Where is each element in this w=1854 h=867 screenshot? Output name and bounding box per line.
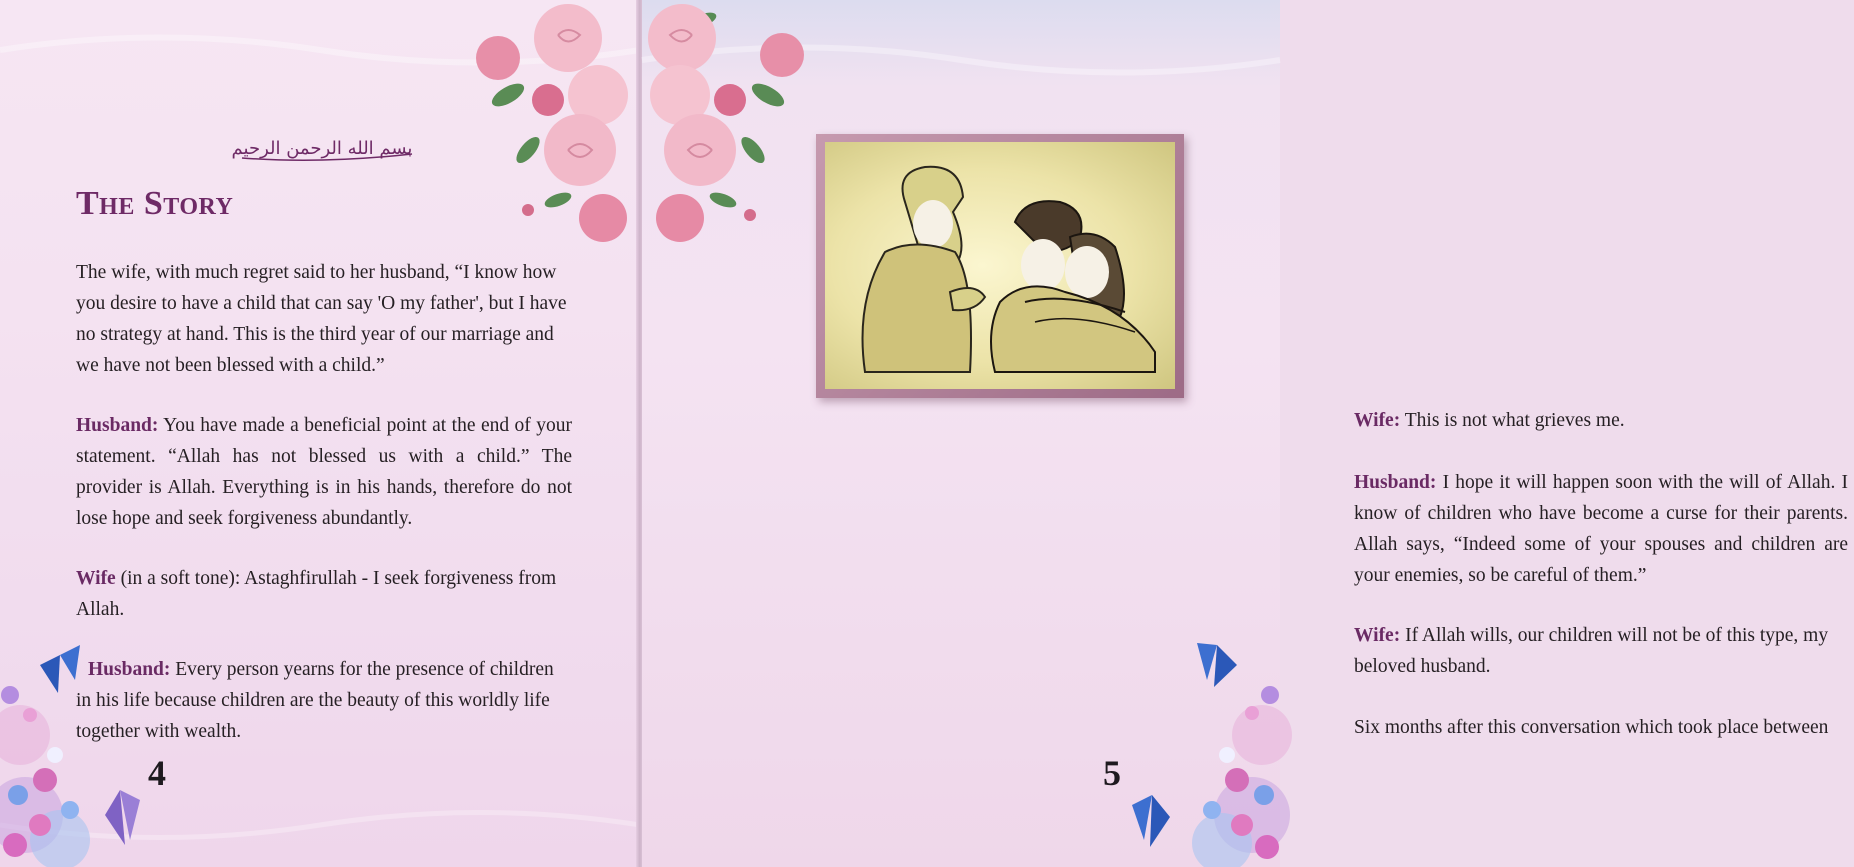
paragraph-narration: Six months after this conversation which took place between <box>1354 717 1829 738</box>
paragraph-husband-3 <box>1354 467 1848 591</box>
story-illustration <box>825 142 1175 389</box>
bismillah-calligraphy <box>222 124 422 170</box>
dialogue-text: Every person yearns for the presence of children in his life because children are the beauty of this worldly life together with wealth. <box>76 659 554 742</box>
speaker-label: Husband: <box>76 415 159 436</box>
svg-text:بسم الله الرحمن الرحيم: بسم الله الرحمن الرحيم <box>231 138 413 159</box>
story-illustration-frame <box>816 134 1184 398</box>
speaker-label: Wife: <box>1354 410 1401 431</box>
dialogue-text: If Allah wills, our children will not be of this type, my beloved husband. <box>1354 625 1829 677</box>
speaker-label: Wife <box>76 568 116 589</box>
paragraph-husband-1 <box>76 410 572 534</box>
speaker-label: Husband: <box>1354 472 1437 493</box>
blue-butterfly-flowers-icon <box>1112 585 1280 867</box>
page-title: The Story <box>76 185 234 222</box>
speaker-label: Husband: <box>88 659 171 680</box>
page-number: 5 <box>1103 753 1121 793</box>
pink-roses-icon <box>468 0 812 252</box>
speaker-label: Wife: <box>1354 625 1401 646</box>
blue-butterfly-flowers-icon <box>0 585 170 867</box>
dialogue-text: (in a soft tone): Astaghfirullah - I seek forgiveness from Allah. <box>76 568 557 620</box>
paragraph-intro: The wife, with much regret said to her husband, “I know how you desire to have a child that can say 'O my father', but I have no strategy at hand. This is the third year of our marriage and we have not been blessed with a child.” <box>76 262 567 376</box>
dialogue-text: You have made a beneficial point at the end of your statement. “Allah has not blessed us with a child.” The provider is Allah. Everything is in his hands, therefore do not lose hope and seek forgiveness abundantly. <box>76 415 572 529</box>
dialogue-text: I hope it will happen soon with the will of Allah. I know of children who have become a curse for their parents. Allah says, “Indeed some of your spouses and children are your enemies, so be careful of them.” <box>1354 472 1848 586</box>
paragraph-wife-3 <box>1354 620 1848 682</box>
paragraph-wife-2 <box>1354 405 1854 436</box>
page-number: 4 <box>148 753 166 793</box>
dialogue-text: This is not what grieves me. <box>1400 410 1625 431</box>
man-and-embracing-couple-illustration <box>825 142 1175 389</box>
